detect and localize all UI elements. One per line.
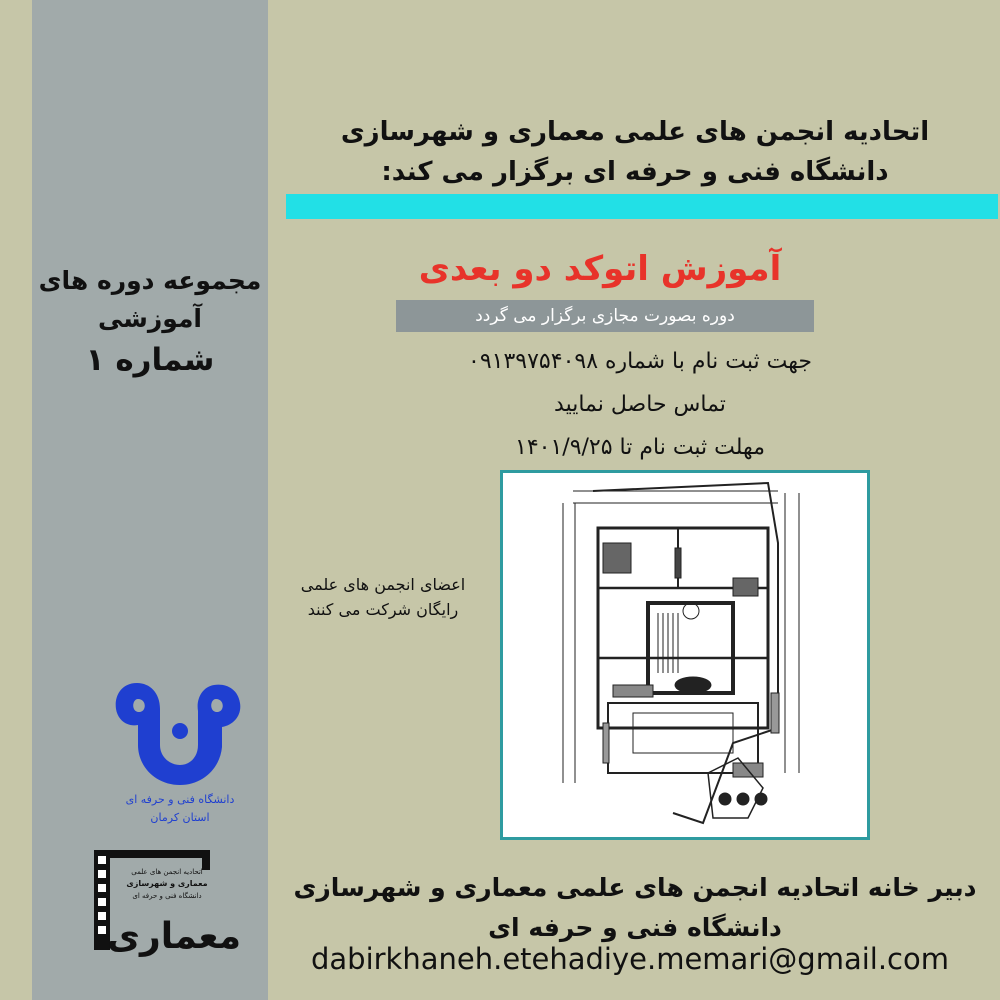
registration-deadline-line: مهلت ثبت نام تا ۱۴۰۱/۹/۲۵ (515, 435, 765, 460)
series-number: شماره ۱ (85, 342, 215, 378)
secretariat-line-2: دانشگاه فنی و حرفه ای (488, 913, 782, 942)
logo2-caption-3: دانشگاه فنی و حرفه ای (132, 892, 202, 900)
contact-email: dabirkhaneh.etehadiye.memari@gmail.com (310, 942, 949, 976)
members-note (262, 572, 504, 622)
logo2-caption-1: اتحادیه انجمن های علمی (131, 868, 203, 876)
accent-bar (286, 194, 998, 219)
organizer-line-2: دانشگاه فنی و حرفه ای برگزار می کند: (381, 157, 889, 187)
left-sidebar (32, 0, 268, 1000)
virtual-note: دوره بصورت مجازی برگزار می گردد (396, 300, 814, 332)
floor-plan-drawing (503, 473, 867, 837)
logo1-caption-1: دانشگاه فنی و حرفه ای (125, 793, 235, 806)
series-line-2: آموزشی (98, 304, 202, 333)
secretariat-line-1: دبیر خانه اتحادیه انجمن های علمی معماری و شهرسازی (293, 873, 977, 902)
organizer-line-1: اتحادیه انجمن های علمی معماری و شهرسازی (340, 117, 930, 147)
logo2-wordmark: معماری (107, 916, 241, 957)
registration-info (380, 340, 900, 469)
university-logo (102, 675, 262, 835)
logo2-caption-2: معماری و شهرسازی (126, 879, 208, 888)
registration-contact-line: تماس حاصل نمایید (554, 392, 726, 417)
logo1-caption-2: استان کرمان (150, 811, 210, 824)
floor-plan-image (500, 470, 870, 840)
registration-phone-line: جهت ثبت نام با شماره ۰۹۱۳۹۷۵۴۰۹۸ (468, 349, 812, 374)
series-line-1: مجموعه دوره های (38, 266, 262, 295)
course-series-label (32, 262, 268, 382)
members-line-2: رایگان شرکت می کنند (307, 600, 459, 619)
members-line-1: اعضای انجمن های علمی (300, 575, 466, 594)
secretariat-heading (290, 868, 980, 948)
course-title: آموزش اتوکد دو بعدی (418, 249, 782, 289)
organizer-heading (300, 112, 970, 192)
association-logo (92, 848, 242, 958)
